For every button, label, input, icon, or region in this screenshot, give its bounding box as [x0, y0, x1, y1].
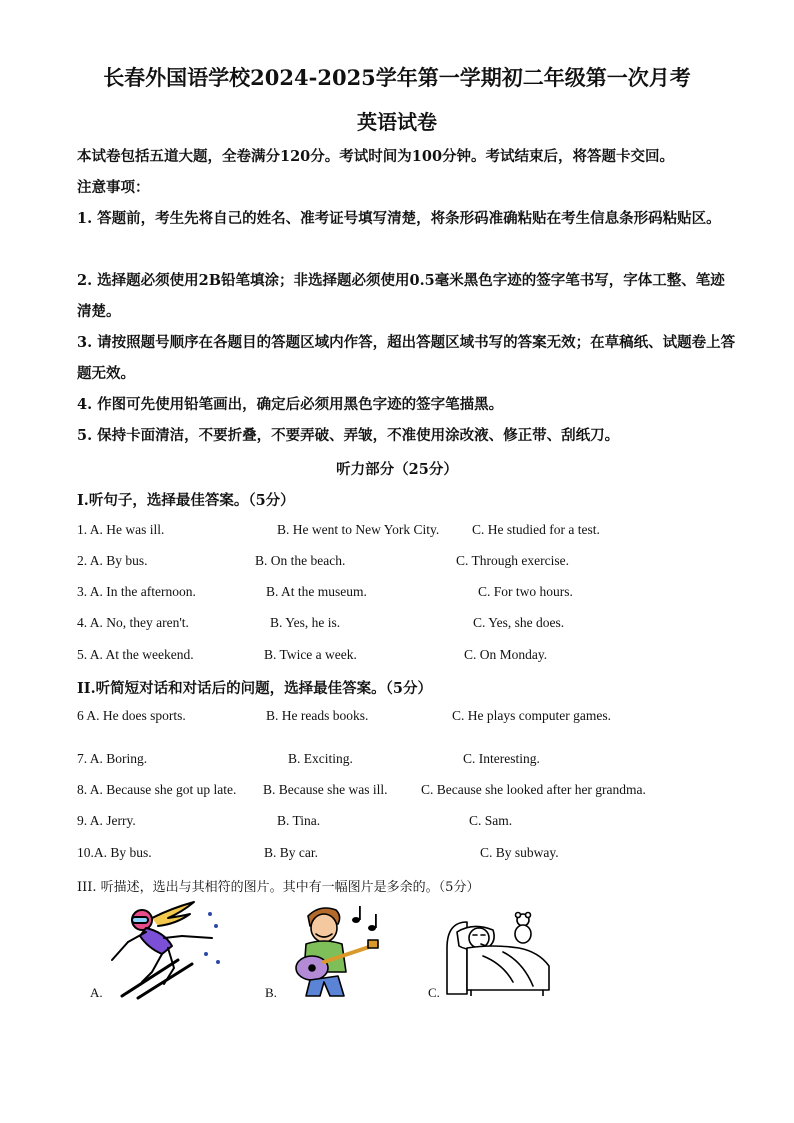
option-a: 4. A. No, they aren't.	[77, 615, 189, 630]
option-a: 8. A. Because she got up late.	[77, 782, 237, 797]
option-a: 5. A. At the weekend.	[77, 647, 194, 662]
option-b: B. Exciting.	[288, 751, 353, 766]
question-row	[77, 584, 757, 604]
notice-item: 3. 请按照题号顺序在各题目的答题区域内作答，超出答题区域书写的答案无效；在草稿纸、试题卷上答题无效。	[77, 334, 736, 382]
option-c: C. By subway.	[480, 845, 559, 860]
option-c: C. He plays computer games.	[452, 708, 611, 723]
option-b: B. Yes, he is.	[270, 615, 341, 630]
question-row	[77, 615, 757, 635]
option-b: B. On the beach.	[255, 553, 346, 568]
option-c: C. Interesting.	[463, 751, 540, 766]
question-row	[77, 553, 757, 573]
option-c: C. He studied for a test.	[472, 522, 600, 537]
option-b: B. Tina.	[277, 813, 321, 828]
option-c: C. On Monday.	[464, 647, 548, 662]
question-row	[77, 813, 757, 833]
question-row	[77, 708, 757, 728]
section3-heading: III. 听描述，选出与其相符的图片。其中有一幅图片是多余的。（5分）	[77, 880, 480, 895]
option-b: B. Twice a week.	[264, 647, 357, 662]
option-a: 6 A. He does sports.	[77, 708, 186, 723]
guitar-player-icon	[280, 902, 390, 1000]
option-c: C. Sam.	[469, 813, 513, 828]
notice-heading: 注意事项：	[77, 179, 150, 196]
option-a: 10.A. By bus.	[77, 845, 152, 860]
option-b: B. At the museum.	[266, 584, 367, 599]
listening-title: 听力部分（25分）	[336, 461, 458, 478]
exam-subtitle: 英语试卷	[357, 110, 437, 134]
picture-label: A.	[90, 985, 103, 1000]
question-row	[77, 522, 757, 542]
option-a: 3. A. In the afternoon.	[77, 584, 196, 599]
notice-item: 1. 答题前，考生先将自己的姓名、准考证号填写清楚，将条形码准确粘贴在考生信息条形码粘贴区。	[77, 210, 721, 227]
option-c: C. Because she looked after her grandma.	[421, 782, 646, 797]
section2-heading: II.听简短对话和对话后的问题，选择最佳答案。（5分）	[77, 680, 432, 697]
question-row	[77, 782, 757, 802]
option-c: C. Through exercise.	[456, 553, 569, 568]
option-b: B. He reads books.	[266, 708, 369, 723]
question-row	[77, 845, 757, 865]
skier-icon	[102, 898, 222, 1002]
section1-heading: I.听句子，选择最佳答案。（5分）	[77, 492, 295, 509]
option-b: B. Because she was ill.	[263, 782, 388, 797]
picture-label: B.	[265, 985, 277, 1000]
exam-title: 长春外国语学校2024-2025学年第一学期初二年级第一次月考	[103, 65, 691, 90]
intro-text: 本试卷包括五道大题，全卷满分120分。考试时间为100分钟。考试结束后，将答题卡交回。	[77, 148, 675, 165]
option-a: 1. A. He was ill.	[77, 522, 165, 537]
notice-item: 2. 选择题必须使用2B铅笔填涂；非选择题必须使用0.5毫米黑色字迹的签字笔书写，字体工整、笔迹清楚。	[77, 272, 725, 320]
option-a: 9. A. Jerry.	[77, 813, 136, 828]
option-a: 7. A. Boring.	[77, 751, 148, 766]
notice-item: 5. 保持卡面清洁，不要折叠，不要弄破、弄皱，不准使用涂改液、修正带、刮纸刀。	[77, 427, 620, 444]
option-b: B. By car.	[264, 845, 318, 860]
notice-item: 4. 作图可先使用铅笔画出，确定后必须用黑色字迹的签字笔描黑。	[77, 396, 504, 413]
picture-label: C.	[428, 985, 440, 1000]
question-row	[77, 751, 757, 771]
option-a: 2. A. By bus.	[77, 553, 148, 568]
option-c: C. Yes, she does.	[473, 615, 565, 630]
option-b: B. He went to New York City.	[277, 522, 440, 537]
sick-in-bed-icon	[443, 908, 555, 996]
question-row	[77, 647, 757, 667]
option-c: C. For two hours.	[478, 584, 573, 599]
